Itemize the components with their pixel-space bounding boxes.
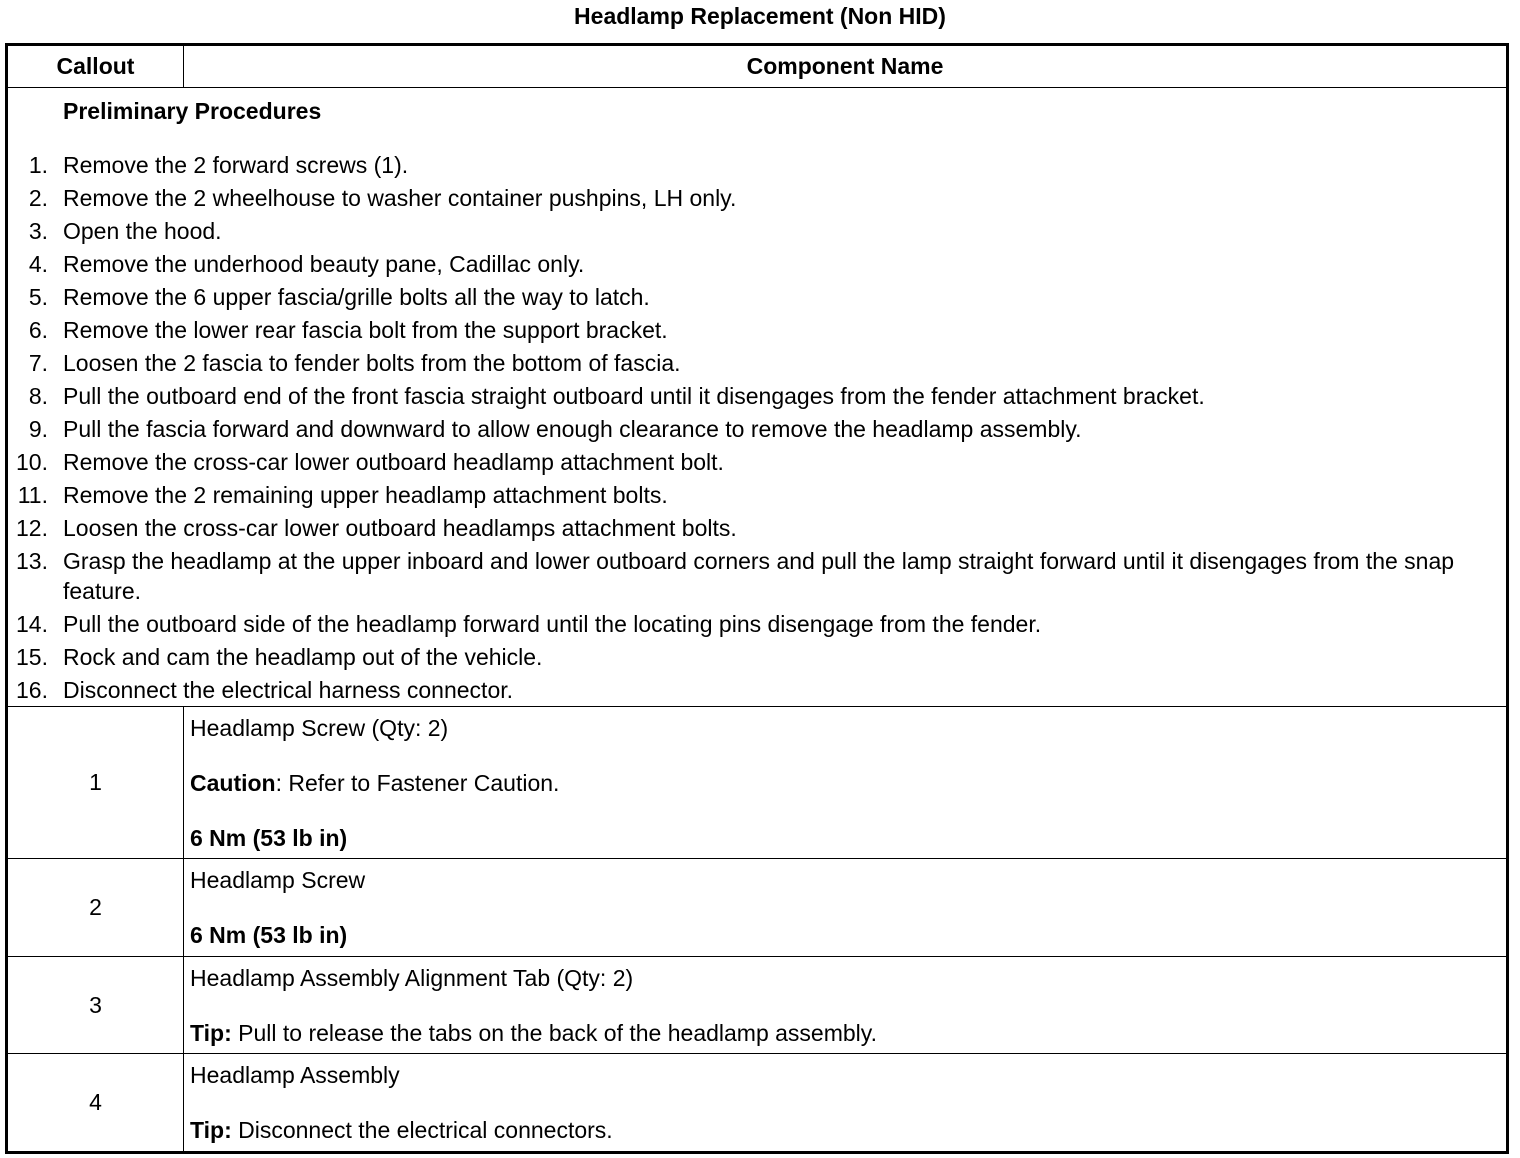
torque-spec: 6 Nm (53 lb in) (190, 825, 348, 851)
preliminary-procedures-row (8, 88, 1506, 707)
tip-text: Pull to release the tabs on the back of the headlamp assembly. (231, 1020, 877, 1046)
step-text: Disconnect the electrical harness connector. (63, 677, 514, 703)
preliminary-procedures-title: Preliminary Procedures (63, 98, 322, 124)
list-item (8, 216, 1498, 249)
callout-column-header: Callout (8, 46, 184, 87)
step-number: 6. (28, 317, 48, 343)
component-cell (184, 1054, 1506, 1151)
step-number: 2. (28, 185, 48, 211)
step-text: Loosen the 2 fascia to fender bolts from the bottom of fascia. (63, 350, 681, 376)
step-text: Remove the underhood beauty pane, Cadillac only. (63, 251, 585, 277)
component-cell (184, 859, 1506, 956)
component-name-column-header: Component Name (746, 53, 944, 79)
list-item (8, 642, 1498, 675)
table-row (8, 859, 1506, 957)
step-text: Remove the lower rear fascia bolt from the support bracket. (63, 317, 668, 343)
callout-number: 2 (8, 859, 184, 956)
step-number: 3. (28, 218, 48, 244)
step-number: 16. (16, 677, 48, 703)
list-item (8, 546, 1498, 609)
component-name: Headlamp Screw (190, 867, 366, 893)
caution-note (190, 769, 559, 797)
step-text: Remove the 6 upper fascia/grille bolts all the way to latch. (63, 284, 650, 310)
tip-text: Disconnect the electrical connectors. (231, 1117, 613, 1143)
step-number: 11. (17, 482, 48, 508)
list-item (8, 348, 1498, 381)
table-row (8, 1054, 1506, 1151)
tip-label: Tip: (190, 1117, 232, 1143)
tip-label: Tip: (190, 1020, 232, 1046)
step-number: 5. (28, 284, 48, 310)
list-item (8, 675, 1498, 708)
step-text: Pull the outboard side of the headlamp forward until the locating pins disengage from the fender. (63, 611, 1042, 637)
step-text: Grasp the headlamp at the upper inboard and lower outboard corners and pull the lamp straight forward until it disengages from the snap feature. (63, 548, 1455, 604)
callout-number: 1 (8, 707, 184, 858)
step-text: Remove the cross-car lower outboard headlamp attachment bolt. (63, 449, 724, 475)
step-number: 12. (16, 515, 48, 541)
step-number: 1. (28, 152, 48, 178)
tip-note (190, 1019, 877, 1047)
preliminary-steps-list (8, 150, 1498, 708)
step-number: 4. (28, 251, 48, 277)
list-item (8, 315, 1498, 348)
list-item (8, 282, 1498, 315)
procedure-table (5, 43, 1509, 1154)
callout-number: 3 (8, 957, 184, 1053)
table-row (8, 957, 1506, 1054)
component-cell (184, 957, 1506, 1053)
step-text: Pull the outboard end of the front fascia straight outboard until it disengages from the fender attachment bracket. (63, 383, 1205, 409)
step-text: Remove the 2 remaining upper headlamp attachment bolts. (63, 482, 668, 508)
table-row (8, 707, 1506, 859)
step-number: 7. (28, 350, 48, 376)
callout-number: 4 (8, 1054, 184, 1151)
component-name: Headlamp Assembly Alignment Tab (Qty: 2) (190, 965, 634, 991)
step-text: Rock and cam the headlamp out of the vehicle. (63, 644, 543, 670)
table-header-row (8, 46, 1506, 88)
list-item (8, 381, 1498, 414)
step-text: Remove the 2 wheelhouse to washer container pushpins, LH only. (63, 185, 737, 211)
step-text: Pull the fascia forward and downward to allow enough clearance to remove the headlamp assembly. (63, 416, 1082, 442)
list-item (8, 480, 1498, 513)
list-item (8, 183, 1498, 216)
component-name: Headlamp Assembly (190, 1062, 400, 1088)
step-text: Loosen the cross-car lower outboard headlamps attachment bolts. (63, 515, 737, 541)
page-title: Headlamp Replacement (Non HID) (574, 3, 946, 29)
tip-note (190, 1116, 613, 1144)
list-item (8, 249, 1498, 282)
component-name: Headlamp Screw (Qty: 2) (190, 715, 449, 741)
step-number: 15. (16, 644, 48, 670)
caution-label: Caution (190, 770, 276, 796)
step-number: 9. (28, 416, 48, 442)
step-number: 8. (28, 383, 48, 409)
torque-spec: 6 Nm (53 lb in) (190, 922, 348, 948)
step-number: 14. (16, 611, 48, 637)
step-number: 13. (16, 548, 48, 574)
step-number: 10. (16, 449, 48, 475)
step-text: Open the hood. (63, 218, 222, 244)
list-item (8, 150, 1498, 183)
component-cell (184, 707, 1506, 858)
list-item (8, 447, 1498, 480)
list-item (8, 513, 1498, 546)
step-text: Remove the 2 forward screws (1). (63, 152, 409, 178)
caution-text: : Refer to Fastener Caution. (275, 770, 560, 796)
list-item (8, 414, 1498, 447)
list-item (8, 609, 1498, 642)
